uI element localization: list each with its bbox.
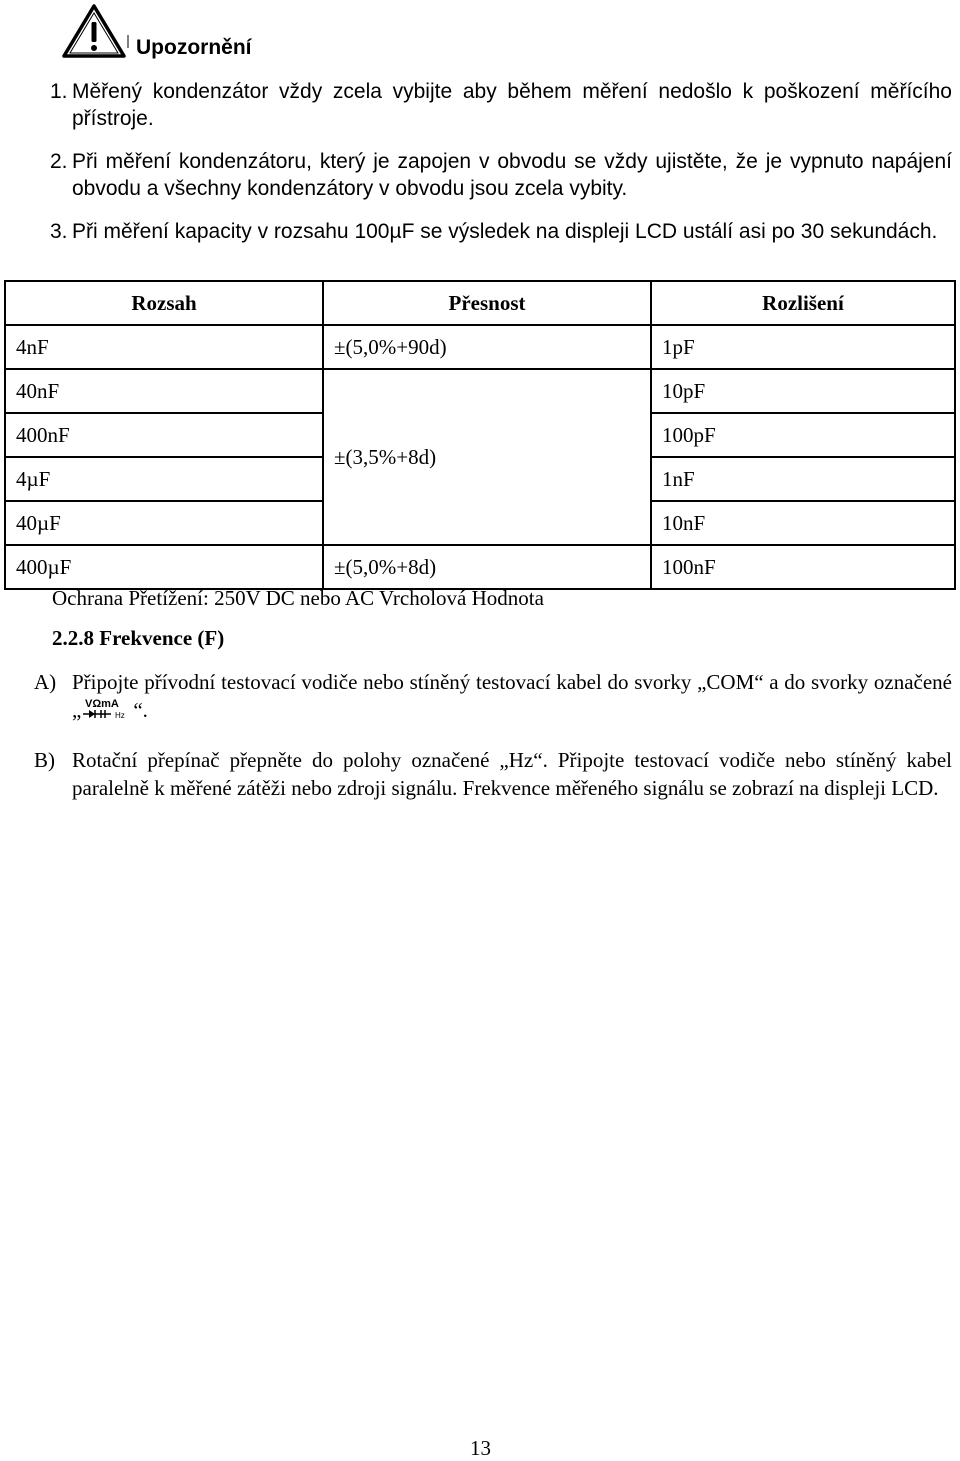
- cell-range: 4µF: [5, 457, 323, 501]
- note-text: Měřený kondenzátor vždy zcela vybijte aby během měření nedošlo k poškození měřícího přístroje.: [72, 80, 952, 130]
- cell-range: 40µF: [5, 501, 323, 545]
- table-row: [5, 325, 955, 369]
- overload-protection: Ochrana Přetížení: 250V DC nebo AC Vrcholová Hodnota: [52, 586, 544, 610]
- terminal-sub-label: Hz: [115, 711, 126, 720]
- header-resolution: Rozlišení: [651, 281, 955, 325]
- vomega-ma-terminal-icon: [81, 697, 133, 721]
- note-1: [50, 78, 952, 132]
- paragraph-a: [34, 668, 952, 724]
- paragraph-b-text: Rotační přepínač přepněte do polohy označené „Hz“. Připojte testovací vodiče nebo stíněný kabel paralelně k měřené zátěži nebo zdroji signálu. Frekvence měřeného signálu se zobrazí na displeji LCD.: [72, 748, 952, 800]
- table-row: [5, 369, 955, 413]
- paragraph-label: A): [34, 670, 57, 694]
- header-range: Rozsah: [5, 281, 323, 325]
- header-accuracy: Přesnost: [323, 281, 651, 325]
- page-number: 13: [470, 1436, 491, 1460]
- paragraph-a-text: Připojte přívodní testovací vodiče nebo stíněný testovací kabel do svorky „COM“ a do svorky označené „: [72, 670, 952, 722]
- note-text: Při měření kapacity v rozsahu 100µF se výsledek na displeji LCD ustálí asi po 30 sekundách.: [72, 220, 938, 243]
- note-number: 3.: [50, 220, 68, 243]
- cell-accuracy: ±(5,0%+8d): [323, 545, 651, 589]
- table-row: [5, 545, 955, 589]
- warning-title: Upozornění: [136, 36, 252, 59]
- cell-accuracy: ±(5,0%+90d): [323, 325, 651, 369]
- paragraph-label: B): [34, 748, 55, 772]
- note-text: Při měření kondenzátoru, který je zapojen v obvodu se vždy ujistěte, že je vypnuto napájení obvodu a všechny kondenzátory v obvodu jsou zcela vybity.: [72, 150, 952, 200]
- note-number: 1.: [50, 80, 68, 103]
- cell-resolution: 10nF: [651, 501, 955, 545]
- note-2: [50, 148, 952, 202]
- paragraph-a-text-end: “.: [133, 698, 148, 722]
- table-header-row: [5, 281, 955, 325]
- note-3: [50, 218, 952, 245]
- terminal-label: VΩmA: [85, 698, 120, 710]
- capacitance-spec-table: [4, 280, 956, 590]
- note-number: 2.: [50, 150, 68, 173]
- warning-triangle-icon: [60, 2, 132, 64]
- cell-range: 4nF: [5, 325, 323, 369]
- cell-resolution: 1pF: [651, 325, 955, 369]
- cell-resolution: 10pF: [651, 369, 955, 413]
- section-title: 2.2.8 Frekvence (F): [52, 626, 225, 650]
- paragraph-b: [34, 746, 952, 802]
- cell-range: 400nF: [5, 413, 323, 457]
- cell-accuracy-merged: ±(3,5%+8d): [323, 369, 651, 545]
- cell-resolution: 100pF: [651, 413, 955, 457]
- cell-range: 400µF: [5, 545, 323, 589]
- cell-resolution: 100nF: [651, 545, 955, 589]
- cell-range: 40nF: [5, 369, 323, 413]
- cell-resolution: 1nF: [651, 457, 955, 501]
